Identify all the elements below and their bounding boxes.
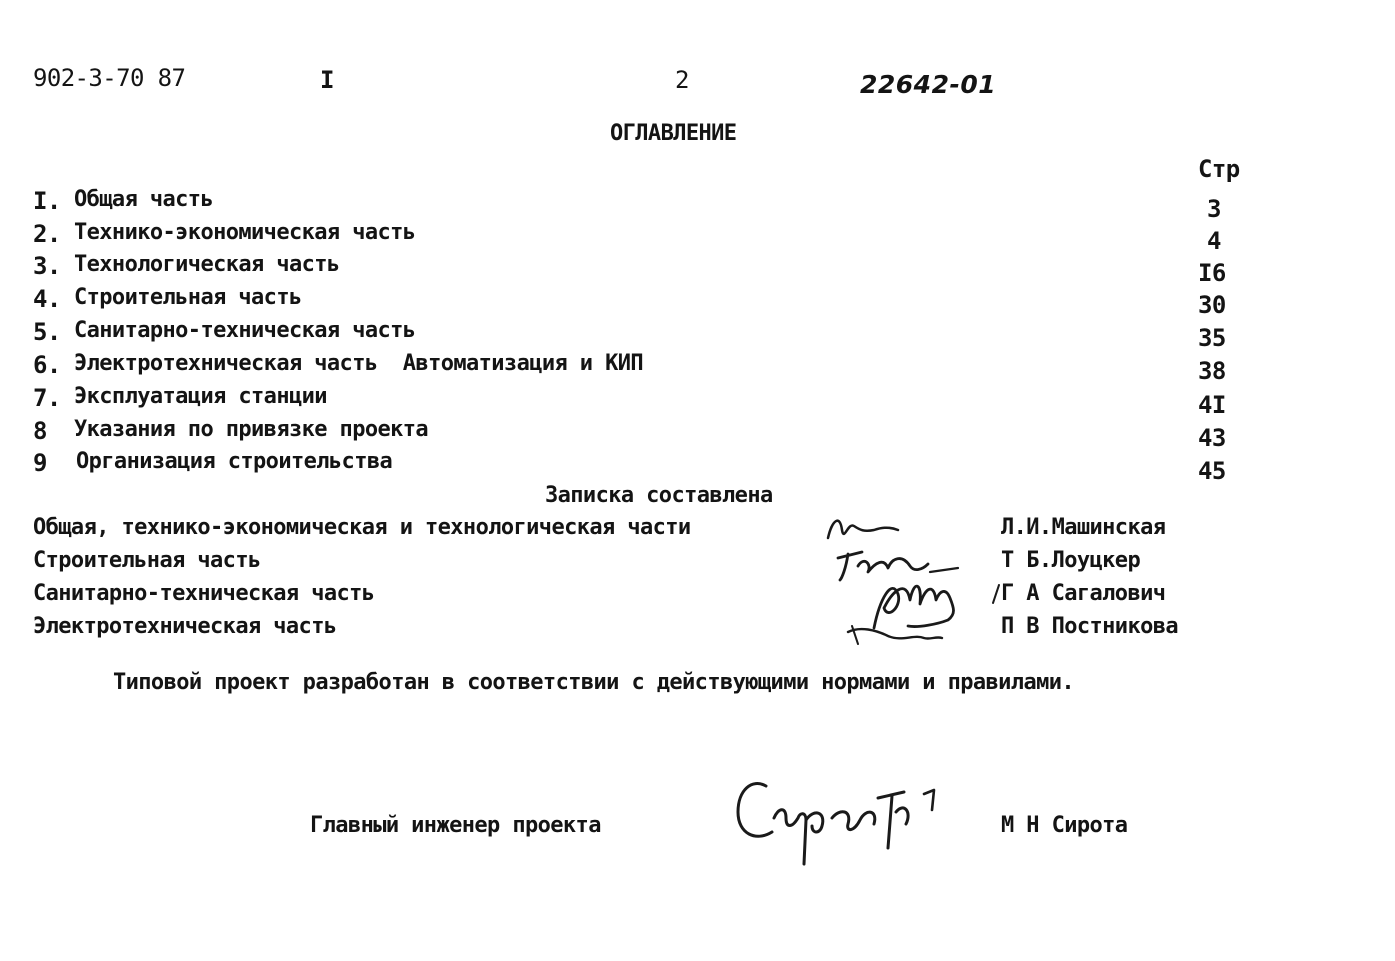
toc-page: 38	[1198, 357, 1226, 385]
toc-title: Санитарно-техническая часть	[74, 318, 416, 343]
compilers-signatures	[818, 508, 968, 648]
series-code: 902-3-70 87	[33, 64, 186, 92]
compiler-name: Г А Сагалович	[1001, 581, 1166, 606]
toc-number: 8	[33, 417, 47, 445]
chief-engineer-label: Главный инженер проекта	[310, 813, 601, 838]
toc-number: I.	[33, 187, 61, 215]
toc-title: Организация строительства	[76, 449, 393, 474]
toc-page: 3	[1207, 195, 1221, 223]
compiler-tick-mark	[989, 583, 1003, 607]
toc-number: 3.	[33, 252, 61, 280]
contents-title: ОГЛАВЛЕНИЕ	[610, 121, 737, 146]
compiler-section: Электротехническая часть	[33, 614, 337, 639]
archive-number: 22642-01	[860, 70, 997, 99]
toc-title: Общая часть	[74, 187, 214, 212]
toc-page: 45	[1198, 457, 1226, 485]
compiler-section: Строительная часть	[33, 548, 261, 573]
toc-page: 43	[1198, 424, 1226, 452]
page-column-label: Стр	[1198, 155, 1240, 183]
toc-number: 9	[33, 449, 47, 477]
toc-title: Эксплуатация станции	[74, 384, 327, 409]
toc-number: 7.	[33, 384, 61, 412]
toc-page: 30	[1198, 291, 1226, 319]
chief-engineer-name: М Н Сирота	[1001, 813, 1128, 838]
compiler-name: Л.И.Машинская	[1001, 515, 1166, 540]
toc-number: 5.	[33, 318, 61, 346]
toc-page: 4I	[1198, 391, 1226, 419]
conformity-statement: Типовой проект разработан в соответствии с действующими нормами и правилами.	[113, 670, 1075, 695]
page-number: 2	[675, 66, 689, 94]
compiled-heading: Записка составлена	[545, 483, 773, 508]
compiler-name: Т Б.Лоуцкер	[1001, 548, 1141, 573]
toc-title: Технико-экономическая часть	[74, 220, 416, 245]
toc-page: 35	[1198, 324, 1226, 352]
toc-number: 4.	[33, 285, 61, 313]
toc-number: 6.	[33, 351, 61, 379]
compiler-name: П В Постникова	[1001, 614, 1179, 639]
toc-number: 2.	[33, 220, 61, 248]
toc-page: 4	[1207, 227, 1221, 255]
chief-engineer-signature	[728, 768, 948, 868]
toc-title: Строительная часть	[74, 285, 302, 310]
toc-title: Технологическая часть	[74, 252, 340, 277]
toc-title: Указания по привязке проекта	[74, 417, 429, 442]
toc-page: I6	[1198, 259, 1226, 287]
volume-number: I	[320, 66, 334, 94]
toc-title: Электротехническая часть Автоматизация и КИП	[74, 351, 644, 376]
compiler-section: Санитарно-техническая часть	[33, 581, 375, 606]
compiler-section: Общая, технико-экономическая и технологическая части	[33, 515, 691, 540]
